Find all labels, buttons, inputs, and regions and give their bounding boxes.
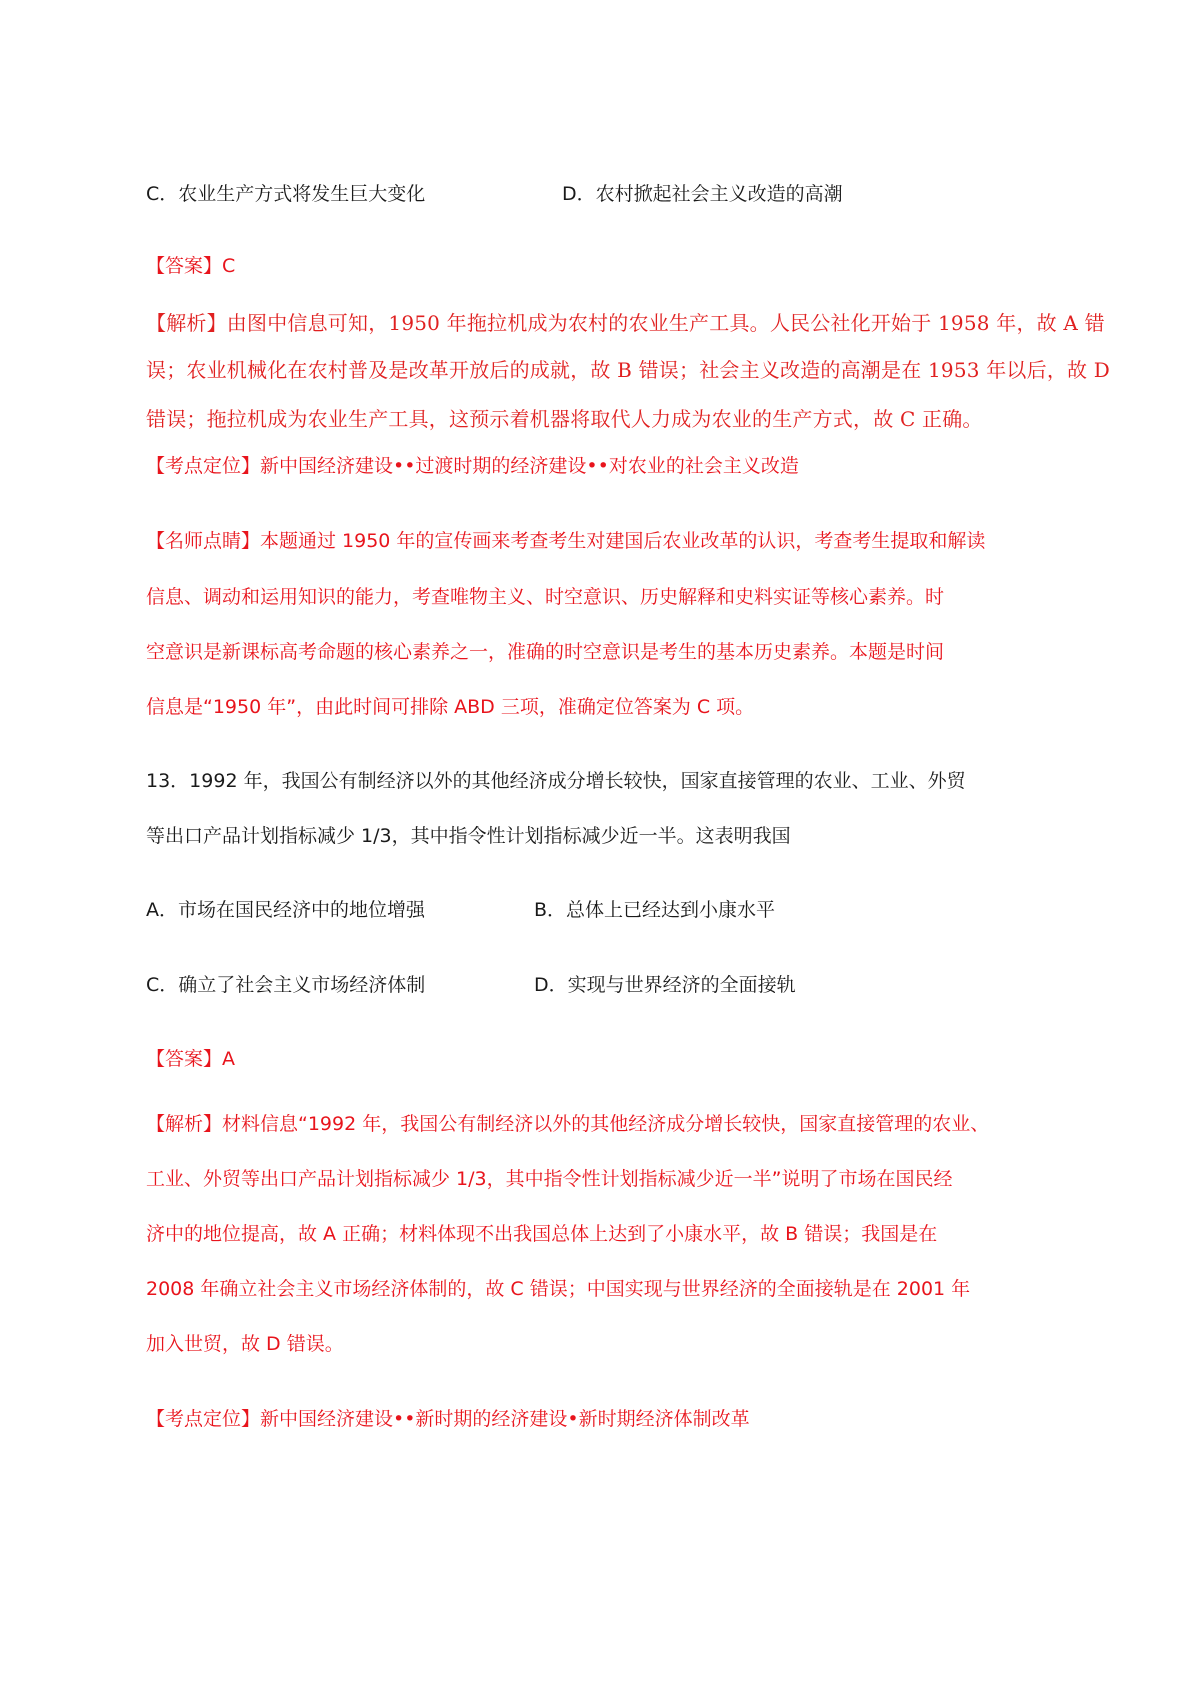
q12-teacher-tip-line-3: 空意识是新课标高考命题的核心素养之一，准确的时空意识是考生的基本历史素养。本题是时间	[146, 641, 945, 663]
q13-option-d: D．实现与世界经济的全面接轨	[534, 974, 796, 996]
q12-option-d: D．农村掀起社会主义改造的高潮	[562, 183, 843, 205]
q13-option-c: C．确立了社会主义市场经济体制	[146, 974, 426, 996]
q12-teacher-tip-line-4: 信息是“1950 年”，由此时间可排除 ABD 三项，准确定位答案为 C 项。	[146, 696, 755, 718]
q13-stem-line-2: 等出口产品计划指标减少 1/3，其中指令性计划指标减少近一半。这表明我国	[146, 825, 791, 847]
q13-option-b: B．总体上已经达到小康水平	[534, 899, 776, 921]
q13-analysis-line-5: 加入世贸，故 D 错误。	[146, 1333, 344, 1355]
q12-analysis-line-1: 【解析】由图中信息可知，1950 年拖拉机成为农村的农业生产工具。人民公社化开始于 1958 年，故 A 错	[146, 311, 1105, 335]
q12-key-point: 【考点定位】新中国经济建设••过渡时期的经济建设••对农业的社会主义改造	[146, 455, 799, 477]
q12-teacher-tip-line-2: 信息、调动和运用知识的能力，考查唯物主义、时空意识、历史解释和史料实证等核心素养。时	[146, 586, 945, 608]
q12-answer: 【答案】C	[146, 255, 236, 277]
q13-analysis-line-3: 济中的地位提高，故 A 正确；材料体现不出我国总体上达到了小康水平，故 B 错误；我国是在	[146, 1223, 938, 1245]
q13-analysis-line-2: 工业、外贸等出口产品计划指标减少 1/3，其中指令性计划指标减少近一半”说明了市场在国民经	[146, 1168, 953, 1190]
q12-option-c: C．农业生产方式将发生巨大变化	[146, 183, 426, 205]
q12-analysis-line-3: 错误；拖拉机成为农业生产工具，这预示着机器将取代人力成为农业的生产方式，故 C 正确。	[146, 407, 983, 431]
q12-teacher-tip-line-1: 【名师点睛】本题通过 1950 年的宣传画来考查考生对建国后农业改革的认识，考查考生提取和解读	[146, 530, 986, 552]
q13-analysis-line-1: 【解析】材料信息“1992 年，我国公有制经济以外的其他经济成分增长较快，国家直接管理的农业、	[146, 1113, 990, 1135]
q12-analysis-line-2: 误；农业机械化在农村普及是改革开放后的成就，故 B 错误；社会主义改造的高潮是在 1953 年以后，故 D	[146, 358, 1111, 382]
q13-analysis-line-4: 2008 年确立社会主义市场经济体制的，故 C 错误；中国实现与世界经济的全面接轨是在 2001 年	[146, 1278, 971, 1300]
q13-answer: 【答案】A	[146, 1048, 235, 1070]
q13-key-point: 【考点定位】新中国经济建设••新时期的经济建设•新时期经济体制改革	[146, 1408, 750, 1430]
q13-option-a: A．市场在国民经济中的地位增强	[146, 899, 425, 921]
q13-stem-line-1: 13．1992 年，我国公有制经济以外的其他经济成分增长较快，国家直接管理的农业、工业、外贸	[146, 770, 966, 792]
